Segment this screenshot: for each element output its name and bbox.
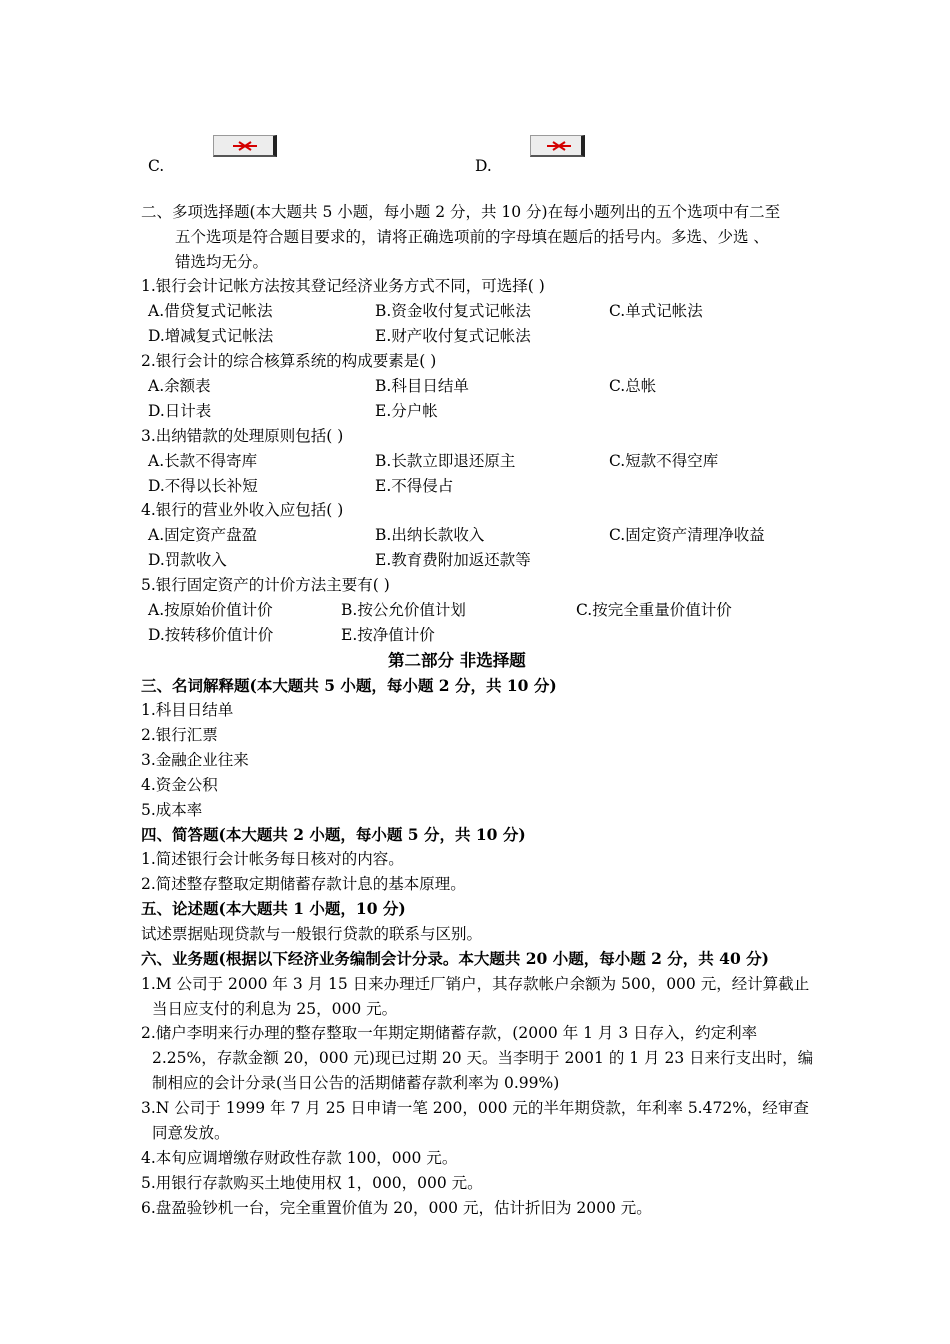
q2-stem: 2.银行会计的综合核算系统的构成要素是( ) xyxy=(141,352,437,370)
q4-stem: 4.银行的营业外收入应包括( ) xyxy=(141,501,344,519)
broken-image-icon xyxy=(545,140,573,152)
sec6-line: 6.盘盈验钞机一台，完全重置价值为 20，000 元，估计折旧为 2000 元。 xyxy=(141,1199,652,1217)
broken-image-icon xyxy=(231,140,259,152)
q4-option-e: E.教育费附加返还款等 xyxy=(375,551,531,569)
part2-title: 第二部分 非选择题 xyxy=(388,651,526,670)
q3-option-e: E.不得侵占 xyxy=(375,477,454,495)
sec2-heading-line1: 二、多项选择题(本大题共 5 小题，每小题 2 分，共 10 分)在每小题列出的五个选项中有二至 xyxy=(141,203,781,221)
q4-option-c: C.固定资产清理净收益 xyxy=(609,526,765,544)
sec6-line: 1.M 公司于 2000 年 3 月 15 日来办理迁厂销户，其存款帐户余额为 500，000 元，经计算截止 xyxy=(141,975,810,993)
option-c-image xyxy=(213,135,277,157)
q2-option-a: A.余额表 xyxy=(148,377,211,395)
sec3-item: 3.金融企业往来 xyxy=(141,751,249,769)
sec6-line: 制相应的会计分录(当日公告的活期储蓄存款利率为 0.99%) xyxy=(152,1074,560,1092)
q4-option-a: A.固定资产盘盈 xyxy=(148,526,258,544)
sec3-item: 2.银行汇票 xyxy=(141,726,218,744)
q1-option-a: A.借贷复式记帐法 xyxy=(148,302,273,320)
sec4-item: 2.简述整存整取定期储蓄存款计息的基本原理。 xyxy=(141,875,466,893)
q2-option-b: B.科目日结单 xyxy=(375,377,469,395)
sec2-heading-line3: 错选均无分。 xyxy=(175,253,269,271)
q5-option-b: B.按公允价值计划 xyxy=(341,601,466,619)
sec4-item: 1.简述银行会计帐务每日核对的内容。 xyxy=(141,850,404,868)
q3-stem: 3.出纳错款的处理原则包括( ) xyxy=(141,427,344,445)
sec6-line: 3.N 公司于 1999 年 7 月 25 日申请一笔 200，000 元的半年期贷款，年利率 5.472%，经审查 xyxy=(141,1099,809,1117)
q2-option-d: D.日计表 xyxy=(148,402,212,420)
q1-option-c: C.单式记帐法 xyxy=(609,302,703,320)
q1-option-b: B.资金收付复式记帐法 xyxy=(375,302,531,320)
q1-option-d: D.增减复式记帐法 xyxy=(148,327,274,345)
sec6-line: 4.本旬应调增缴存财政性存款 100，000 元。 xyxy=(141,1149,458,1167)
sec4-heading: 四、简答题(本大题共 2 小题，每小题 5 分，共 10 分) xyxy=(141,825,526,844)
q5-option-a: A.按原始价值计价 xyxy=(148,601,273,619)
sec6-line: 2.储户李明来行办理的整存整取一年期定期储蓄存款，(2000 年 1 月 3 日存入，约定利率 xyxy=(141,1024,758,1042)
sec5-text: 试述票据贴现贷款与一般银行贷款的联系与区别。 xyxy=(141,925,483,943)
q3-option-d: D.不得以长补短 xyxy=(148,477,258,495)
sec6-line: 当日应支付的利息为 25，000 元。 xyxy=(152,1000,398,1018)
q4-option-d: D.罚款收入 xyxy=(148,551,227,569)
q3-option-c: C.短款不得空库 xyxy=(609,452,719,470)
q3-option-b: B.长款立即退还原主 xyxy=(375,452,516,470)
sec3-heading: 三、名词解释题(本大题共 5 小题，每小题 2 分，共 10 分) xyxy=(141,676,557,695)
q5-option-d: D.按转移价值计价 xyxy=(148,626,274,644)
sec3-item: 1.科目日结单 xyxy=(141,701,234,719)
option-d-label: D. xyxy=(475,157,492,175)
q5-option-c: C.按完全重量价值计价 xyxy=(576,601,732,619)
sec6-line: 2.25%，存款金额 20，000 元)现已过期 20 天。当李明于 2001 的 1 月 23 日来行支出时，编 xyxy=(152,1049,814,1067)
sec6-line: 同意发放。 xyxy=(152,1124,230,1142)
sec5-heading: 五、论述题(本大题共 1 小题，10 分) xyxy=(141,899,406,918)
q5-option-e: E.按净值计价 xyxy=(341,626,435,644)
sec6-line: 5.用银行存款购买土地使用权 1，000，000 元。 xyxy=(141,1174,483,1192)
sec3-item: 5.成本率 xyxy=(141,801,203,819)
q2-option-e: E.分户帐 xyxy=(375,402,438,420)
sec3-item: 4.资金公积 xyxy=(141,776,218,794)
q5-stem: 5.银行固定资产的计价方法主要有( ) xyxy=(141,576,390,594)
q4-option-b: B.出纳长款收入 xyxy=(375,526,485,544)
option-d-image xyxy=(530,135,585,157)
q3-option-a: A.长款不得寄库 xyxy=(148,452,258,470)
sec6-heading: 六、业务题(根据以下经济业务编制会计分录。本大题共 20 小题，每小题 2 分，共 40 分) xyxy=(141,949,769,968)
option-c-label: C. xyxy=(148,157,165,175)
q1-stem: 1.银行会计记帐方法按其登记经济业务方式不同，可选择( ) xyxy=(141,277,545,295)
q2-option-c: C.总帐 xyxy=(609,377,657,395)
q1-option-e: E.财产收付复式记帐法 xyxy=(375,327,531,345)
sec2-heading-line2: 五个选项是符合题目要求的，请将正确选项前的字母填在题后的括号内。多选、少选 、 xyxy=(175,228,769,246)
